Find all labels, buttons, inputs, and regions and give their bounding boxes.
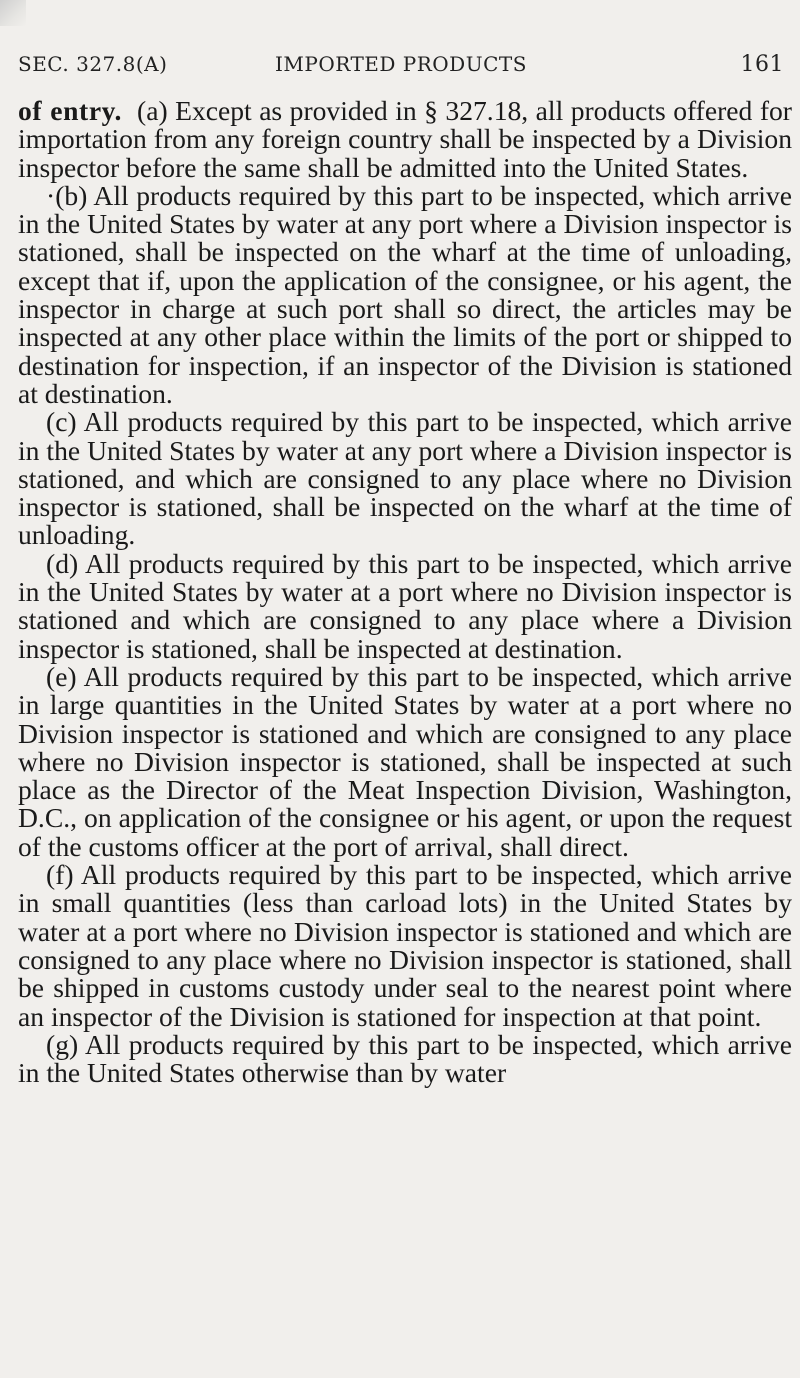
body-text: [18, 97, 792, 1087]
page-title: IMPORTED PRODUCTS: [275, 52, 527, 76]
paragraph-f: (f) All products required by this part to be inspected, which arrive in small quantities (less than carload lots) in the United States by water at a port where no Division inspector is stationed and which are consigned to any place where no Division inspector is stationed, shall be shipped in customs custody under seal to the nearest point where an inspector of the Division is stationed for inspection at that point.: [18, 859, 792, 1032]
paragraph-e: (e) All products required by this part to be inspected, which arrive in large quantities in the United States by water at a port where no Division inspector is stationed and which are consigned to any place where no Division inspector is stationed, shall be inspected at such place as the Director of the Meat Inspection Division, Washington, D.C., on application of the consignee or his agent, or upon the request of the customs officer at the port of arrival, shall direct.: [18, 660, 792, 862]
paragraph-c: (c) All products required by this part to be inspected, which arrive in the United States by water at any port where a Division inspector is stationed, and which are consigned to any place where no Division inspector is stationed, shall be inspected on the wharf at the time of unloading.: [18, 406, 792, 551]
page-number: 161: [740, 52, 784, 77]
section-number: SEC. 327.8(A): [18, 52, 168, 76]
paragraph-a: [18, 97, 792, 182]
paragraph-d: (d) All products required by this part to be inspected, which arrive in the United States by water at a port where no Division inspector is stationed and which are consigned to any place where a Division inspector is stationed, shall be inspected at destination.: [18, 547, 792, 664]
scan-edge-shadow: [0, 0, 26, 26]
paragraph-a-text: (a) Except as provided in § 327.18, all products offered for importation from any foreign country shall be inspected by a Division inspector before the same shall be admitted into the United States.: [18, 95, 792, 183]
paragraph-g: (g) All products required by this part to be inspected, which arrive in the United States otherwise than by water: [18, 1028, 792, 1089]
running-head: [18, 52, 792, 80]
lead-heading: of entry.: [18, 95, 123, 126]
paragraph-b: ·(b) All products required by this part to be inspected, which arrive in the United States by water at any port where a Division inspector is stationed, shall be inspected on the wharf at the time of unloading, except that if, upon the application of the consignee, or his agent, the inspector in charge at such port shall so direct, the articles may be inspected at any other place within the limits of the port or shipped to destination for inspection, if an inspector of the Division is stationed at destination.: [18, 179, 792, 409]
